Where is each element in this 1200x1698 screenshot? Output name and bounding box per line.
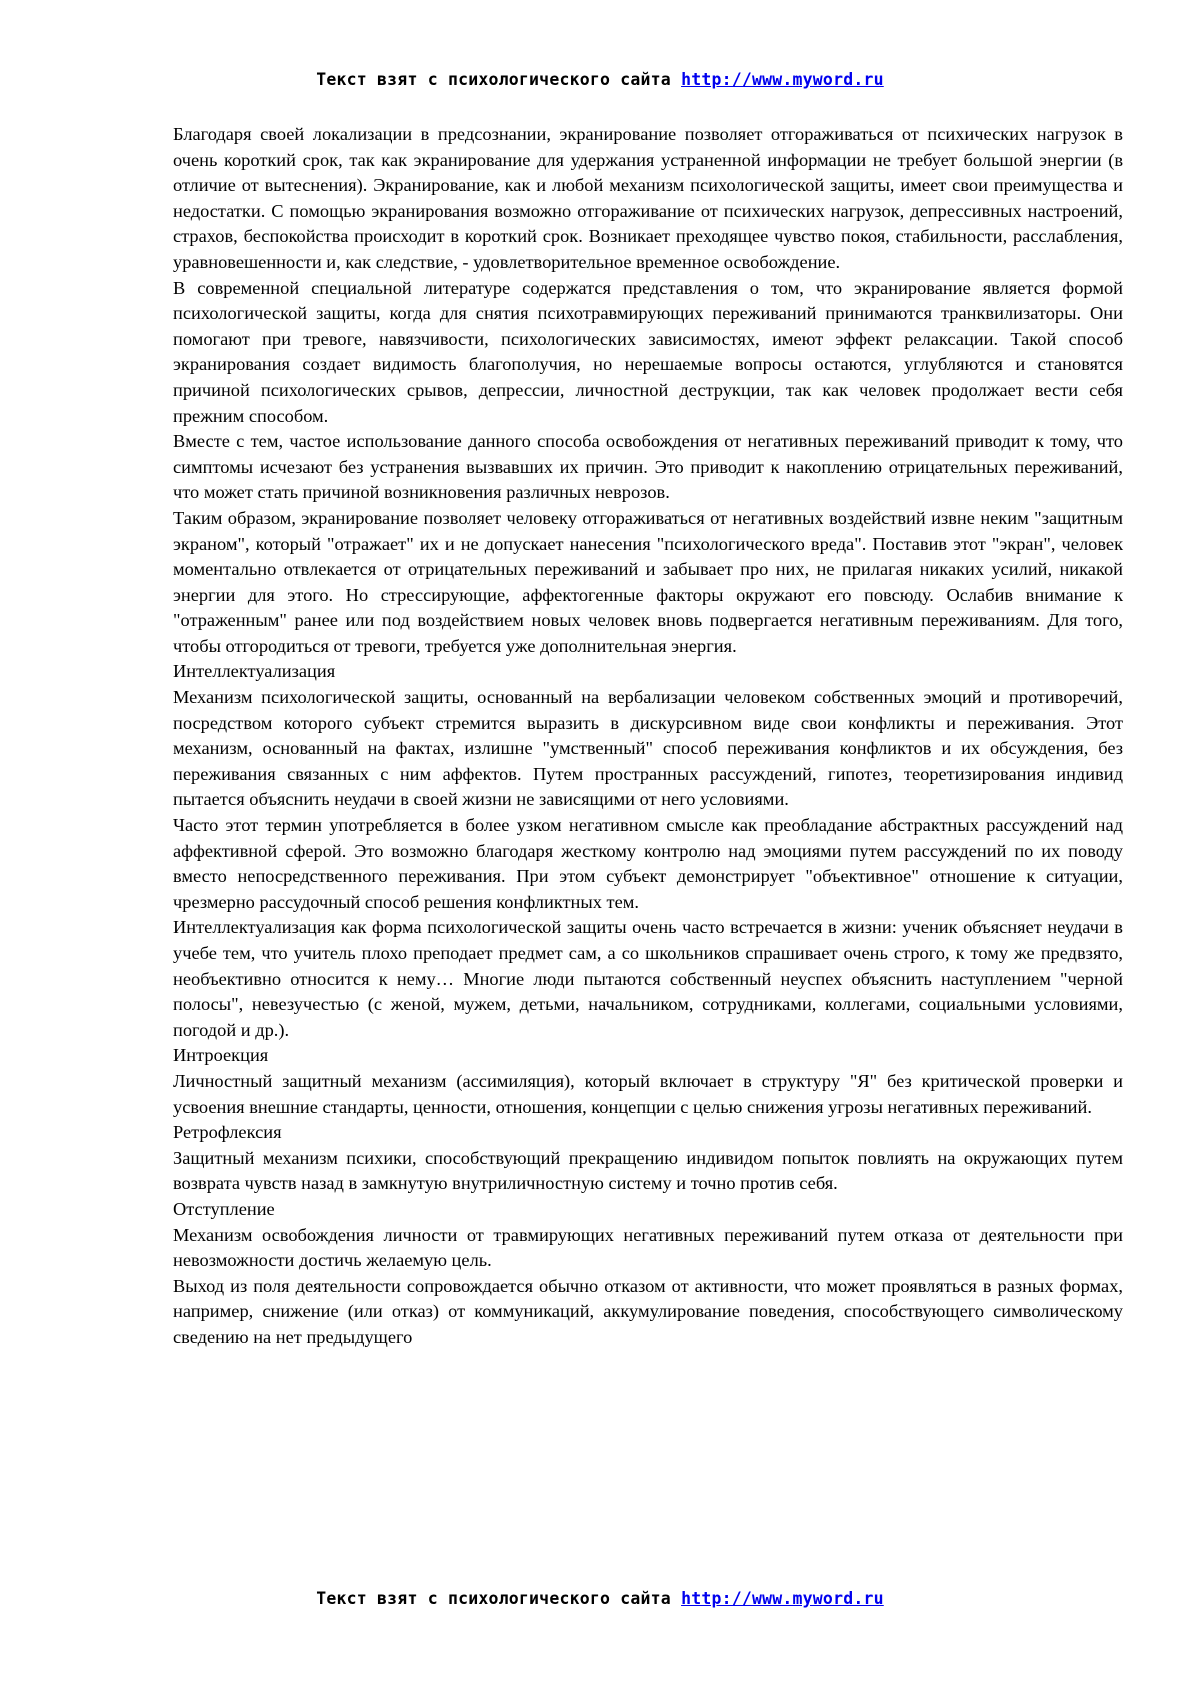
page-footer xyxy=(0,1589,1200,1608)
footer-link[interactable]: http://www.myword.ru xyxy=(681,1589,884,1608)
paragraph: Защитный механизм психики, способствующий прекращению индивидом попыток повлиять на окружающих путем возврата чувств назад в замкнутую внутриличностную систему и точно против себя. xyxy=(173,1147,1123,1194)
header-text: Текст взят с психологического сайта xyxy=(316,70,682,89)
document-body xyxy=(173,122,1123,1351)
header-link[interactable]: http://www.myword.ru xyxy=(681,70,884,89)
section-heading: Интроекция xyxy=(173,1045,269,1066)
paragraph: Личностный защитный механизм (ассимиляция), который включает в структуру "Я" без критической проверки и усвоения внешние стандарты, ценности, отношения, концепции с целью снижения угрозы негативных переживаний. xyxy=(173,1070,1123,1117)
paragraph: Выход из поля деятельности сопровождается обычно отказом от активности, что может проявляться в разных формах, например, снижение (или отказ) от коммуникаций, аккумулирование поведения, способствующего символическому сведению на нет предыдущего xyxy=(173,1275,1123,1347)
paragraph: Вместе с тем, частое использование данного способа освобождения от негативных переживаний приводит к тому, что симптомы исчезают без устранения вызвавших их причин. Это приводит к накоплению отрицательных переживаний, что может стать причиной возникновения различных неврозов. xyxy=(173,431,1123,503)
paragraph: Таким образом, экранирование позволяет человеку отгораживаться от негативных воздействий извне неким "защитным экраном", который "отражает" их и не допускает нанесения "психологического вреда". Поставив этот "экран", человек моментально отвлекается от отрицательных переживаний и забывает про них, не прилагая никаких усилий, никакой энергии для этого. Но стрессирующие, аффектогенные факторы окружают его повсюду. Ослабив внимание к "отраженным" ранее или под воздействием новых человек вновь подвергается негативным переживаниям. Для того, чтобы отгородиться от тревоги, требуется уже дополнительная энергия. xyxy=(173,507,1123,656)
paragraph: Благодаря своей локализации в предсознании, экранирование позволяет отгораживаться от психических нагрузок в очень короткий срок, так как экранирование для удержания устраненной информации не требует большой энергии (в отличие от вытеснения). Экранирование, как и любой механизм психологической защиты, имеет свои преимущества и недостатки. С помощью экранирования возможно отгораживание от психических нагрузок, депрессивных настроений, страхов, беспокойства происходит в короткий срок. Возникает преходящее чувство покоя, стабильности, расслабления, уравновешенности и, как следствие, - удовлетворительное временное освобождение. xyxy=(173,124,1123,272)
section-heading: Отступление xyxy=(173,1198,275,1219)
paragraph: Часто этот термин употребляется в более узком негативном смысле как преобладание абстрактных рассуждений над аффективной сферой. Это возможно благодаря жесткому контролю над эмоциями путем рассуждений по их поводу вместо непосредственного переживания. При этом субъект демонстрирует "объективное" отношение к ситуации, чрезмерно рассудочный способ решения конфликтных тем. xyxy=(173,815,1123,912)
paragraph: Механизм освобождения личности от травмирующих негативных переживаний путем отказа от деятельности при невозможности достичь желаемую цель. xyxy=(173,1224,1123,1271)
page-header xyxy=(0,70,1200,89)
section-heading: Ретрофлексия xyxy=(173,1122,282,1143)
paragraph: В современной специальной литературе содержатся представления о том, что экранирование является формой психологической защиты, когда для снятия психотравмирующих переживаний принимаются транквилизаторы. Они помогают при тревоге, навязчивости, психологических зависимостях, имеют эффект релаксации. Такой способ экранирования создает видимость благополучия, но нерешаемые вопросы остаются, углубляются и становятся причиной психологических срывов, депрессии, личностной деструкции, так как человек продолжает вести себя прежним способом. xyxy=(173,277,1123,426)
paragraph: Интеллектуализация как форма психологической защиты очень часто встречается в жизни: ученик объясняет неудачи в учебе тем, что учитель плохо преподает предмет сам, а со школьников спрашивает очень строго, к тому же предвзято, необъективно относится к нему… Многие люди пытаются собственный неуспех объяснить наступлением "черной полосы", невезучестью (с женой, мужем, детьми, начальником, сотрудниками, коллегами, социальными условиями, погодой и др.). xyxy=(173,917,1123,1040)
paragraph: Механизм психологической защиты, основанный на вербализации человеком собственных эмоций и противоречий, посредством которого субъект стремится выразить в дискурсивном виде свои конфликты и переживания. Этот механизм, основанный на фактах, излишне "умственный" способ переживания конфликтов и их обсуждения, без переживания связанных с ним аффектов. Путем пространных рассуждений, гипотез, теоретизирования индивид пытается объяснить неудачи в своей жизни не зависящими от него условиями. xyxy=(173,687,1123,810)
footer-text: Текст взят с психологического сайта xyxy=(316,1589,682,1608)
section-heading: Интеллектуализация xyxy=(173,661,336,682)
